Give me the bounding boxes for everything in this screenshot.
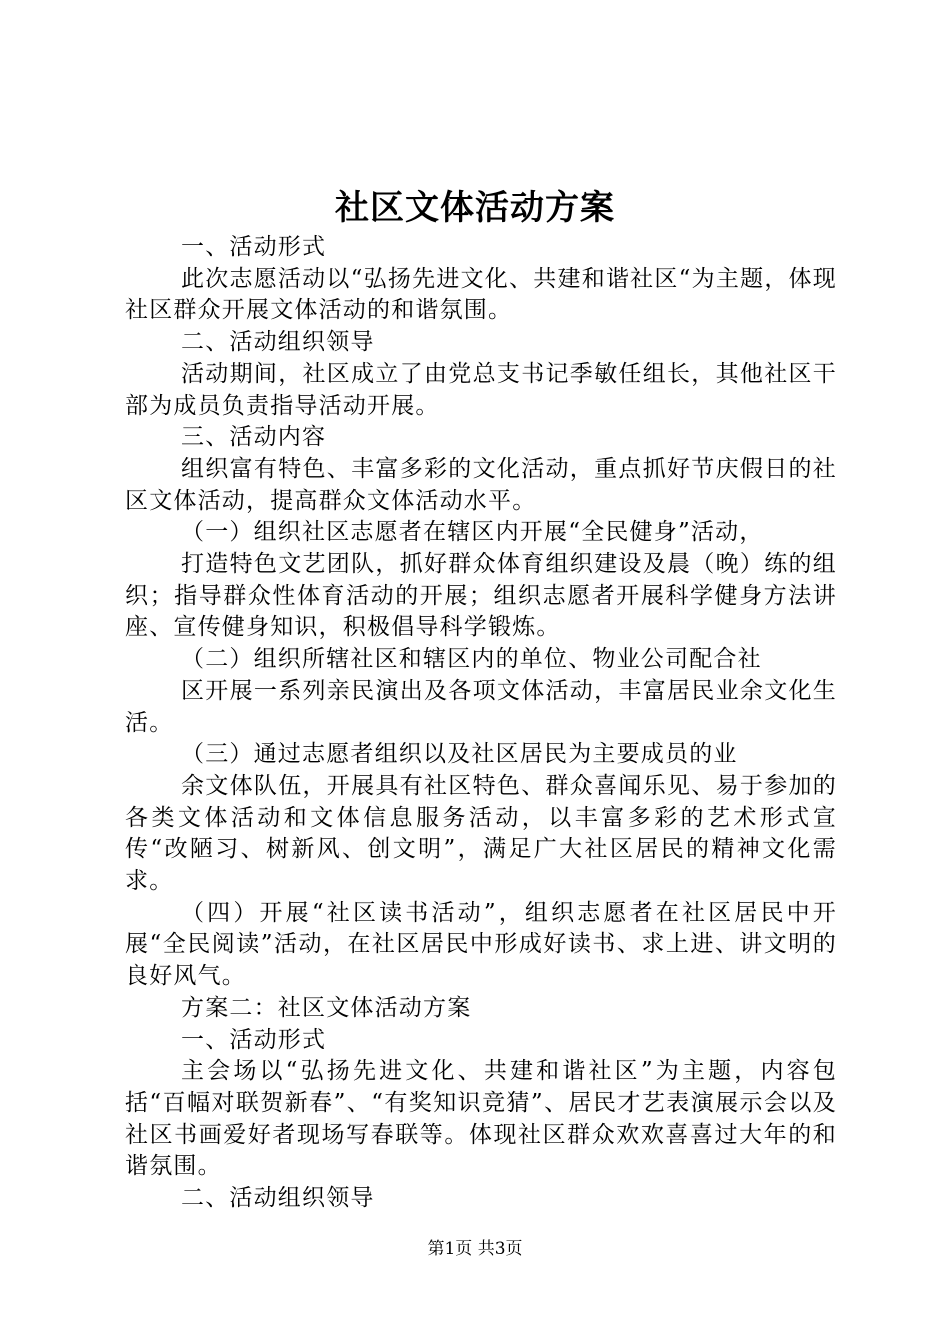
document-body: [125, 232, 837, 1215]
paragraph: 余文体队伍，开展具有社区特色、群众喜闻乐见、易于参加的各类文体活动和文体信息服务活动，以丰富多彩的艺术形式宣传“改陋习、树新风、创文明”，满足广大社区居民的精神文化需求。: [125, 772, 837, 895]
paragraph: 打造特色文艺团队，抓好群众体育组织建设及晨（晚）练的组织；指导群众性体育活动的开展；组织志愿者开展科学健身方法讲座、宣传健身知识，积极倡导科学锻炼。: [125, 551, 837, 641]
section-heading: 一、活动形式: [181, 234, 327, 260]
section-heading: 二、活动组织领导: [181, 1185, 375, 1212]
paragraph: （三）通过志愿者组织以及社区居民为主要成员的业: [181, 741, 738, 768]
section-heading: 方案二：社区文体活动方案: [181, 994, 472, 1021]
paragraph: 主会场以“弘扬先进文化、共建和谐社区”为主题，内容包括“百幅对联贺新春”、“有奖知识竞猜”、居民才艺表演展示会以及社区书画爱好者现场写春联等。体现社区群众欢欢喜喜过大年的和谐氛围。: [125, 1058, 837, 1180]
paragraph: 此次志愿活动以“弘扬先进文化、共建和谐社区“为主题，体现社区群众开展文体活动的和谐氛围。: [125, 265, 837, 324]
paragraph: 组织富有特色、丰富多彩的文化活动，重点抓好节庆假日的社区文体活动，提高群众文体活动水平。: [125, 455, 837, 514]
section-heading: 二、活动组织领导: [181, 329, 375, 356]
paragraph: （二）组织所辖社区和辖区内的单位、物业公司配合社: [181, 646, 762, 673]
section-heading: 三、活动内容: [181, 424, 327, 451]
paragraph: 活动期间，社区成立了由党总支书记季敏任组长，其他社区干部为成员负责指导活动开展。: [125, 360, 837, 419]
page-indicator: 第1页 共3页: [427, 1239, 523, 1259]
paragraph: （一）组织社区志愿者在辖区内开展“全民健身”活动，: [181, 519, 764, 546]
document-title: 社区文体活动方案: [335, 188, 615, 228]
paragraph: （四）开展“社区读书活动”，组织志愿者在社区居民中开展“全民阅读”活动，在社区居民中形成好读书、求上进、讲文明的良好风气。: [125, 899, 837, 990]
section-heading: 一、活动形式: [181, 1026, 327, 1053]
paragraph: 区开展一系列亲民演出及各项文体活动，丰富居民业余文化生活。: [125, 677, 837, 736]
